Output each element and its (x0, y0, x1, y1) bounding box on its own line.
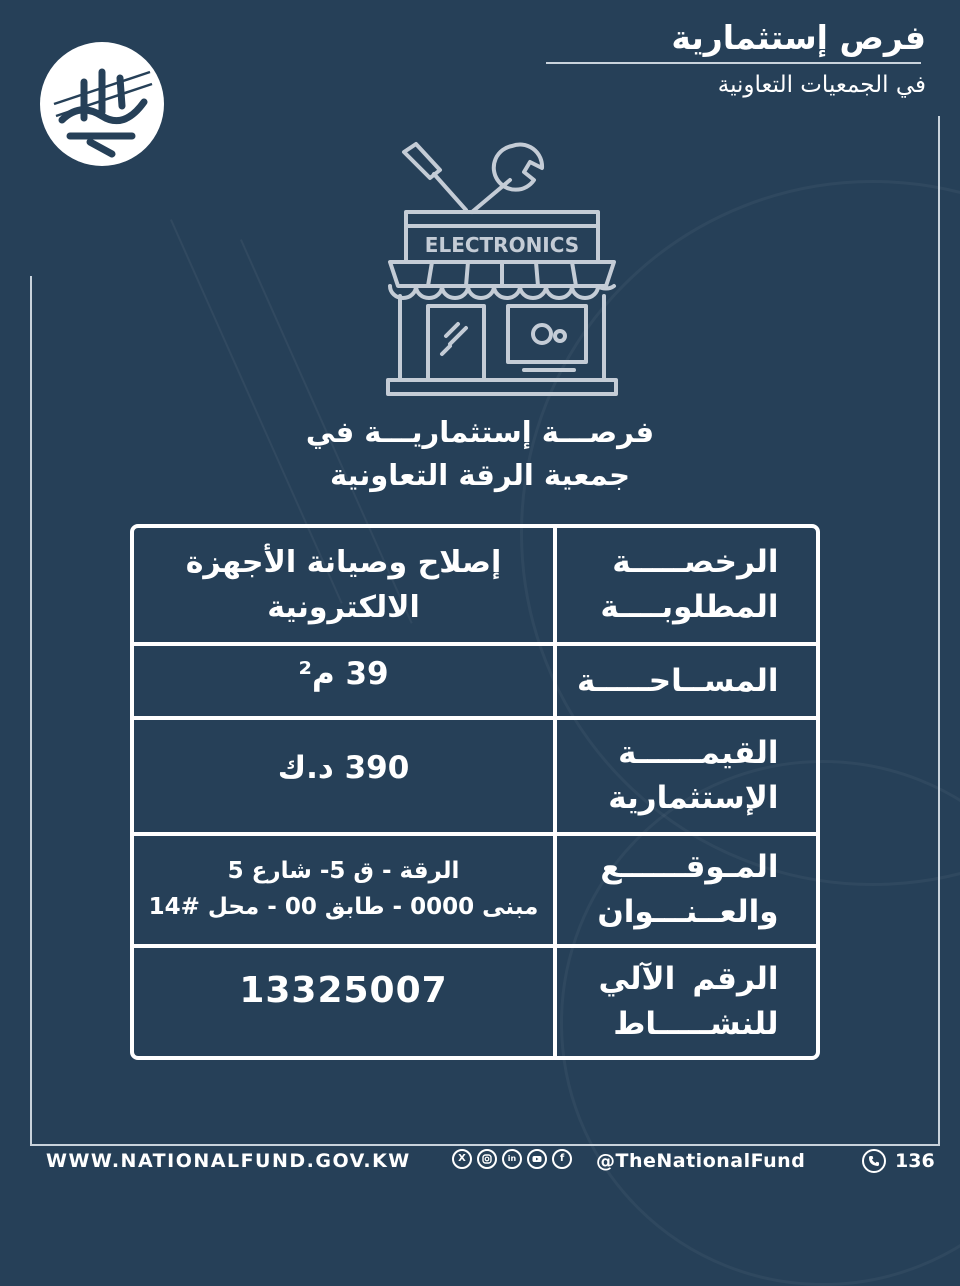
label-area: المســاحـــــة (576, 662, 779, 699)
gear-icon (533, 325, 551, 343)
opportunity-heading-line2: جمعية الرقة التعاونية (329, 458, 631, 492)
value-cell (134, 646, 557, 716)
table-row-location (134, 836, 816, 948)
info-table (130, 524, 820, 1060)
linkedin-icon[interactable]: in (502, 1149, 522, 1169)
label-activity-line1: الرقم الآلي (598, 961, 779, 998)
electronics-shop-icon (384, 140, 620, 402)
facebook-icon[interactable]: f (552, 1149, 572, 1169)
header-divider-line (546, 62, 921, 64)
wrench-icon (494, 144, 542, 189)
website-link[interactable]: WWW.NATIONALFUND.GOV.KW (46, 1150, 411, 1172)
label-location-line2: والعــنـــوان (597, 894, 779, 930)
table-row-area (134, 646, 816, 720)
value-cell (134, 948, 557, 1056)
youtube-icon[interactable] (527, 1149, 547, 1169)
value-cell (134, 720, 557, 832)
label-cell (561, 720, 816, 832)
table-row-investment-value (134, 720, 816, 836)
window (508, 306, 586, 362)
table-row-activity-number (134, 948, 816, 1056)
label-location-line1: المـوقــــــع (600, 849, 779, 886)
phone-icon (862, 1149, 886, 1173)
label-license-line1: الرخصـــــة (612, 544, 779, 581)
value-cell (134, 528, 557, 642)
license-value-line1: إصلاح وصيانة الأجهزة (185, 545, 502, 580)
table-row-license (134, 528, 816, 646)
page-title: فرص إستثمارية (671, 18, 926, 57)
door (428, 306, 484, 380)
social-icons (452, 1149, 572, 1169)
phone-number[interactable]: 136 (895, 1150, 935, 1172)
label-license-line2: المطلوبــــة (600, 589, 779, 625)
label-cell (561, 836, 816, 944)
label-cell (561, 528, 816, 642)
value-cell (134, 836, 557, 944)
instagram-icon[interactable] (477, 1149, 497, 1169)
national-fund-logo (40, 42, 164, 166)
area-value: 39 م² (298, 656, 389, 692)
investment-value: 390 د.ك (277, 750, 410, 786)
footer (0, 1146, 960, 1180)
location-value-line2: مبنى 0000 - طابق 00 - محل #14 (148, 894, 539, 920)
x-icon[interactable]: X (452, 1149, 472, 1169)
frame-left-line (30, 276, 32, 1146)
frame-right-line (938, 116, 940, 1146)
location-value-line1: الرقة - ق 5- شارع 5 (227, 858, 460, 885)
activity-number-value: 13325007 (239, 970, 448, 1011)
label-investment-line2: الإستثمارية (608, 780, 779, 816)
store-sign-text: ELECTRONICS (424, 233, 580, 257)
label-investment-line1: القيمــــــة (618, 735, 779, 772)
label-cell (561, 948, 816, 1056)
label-activity-line2: للنشـــــاط (613, 1006, 779, 1042)
label-cell (561, 646, 816, 716)
social-handle[interactable]: @TheNationalFund (596, 1150, 806, 1172)
opportunity-heading-line1: فرصـــة إستثماريـــة في (305, 415, 655, 449)
license-value-line2: الالكترونية (267, 590, 420, 625)
page-subtitle: في الجمعيات التعاونية (717, 72, 926, 98)
